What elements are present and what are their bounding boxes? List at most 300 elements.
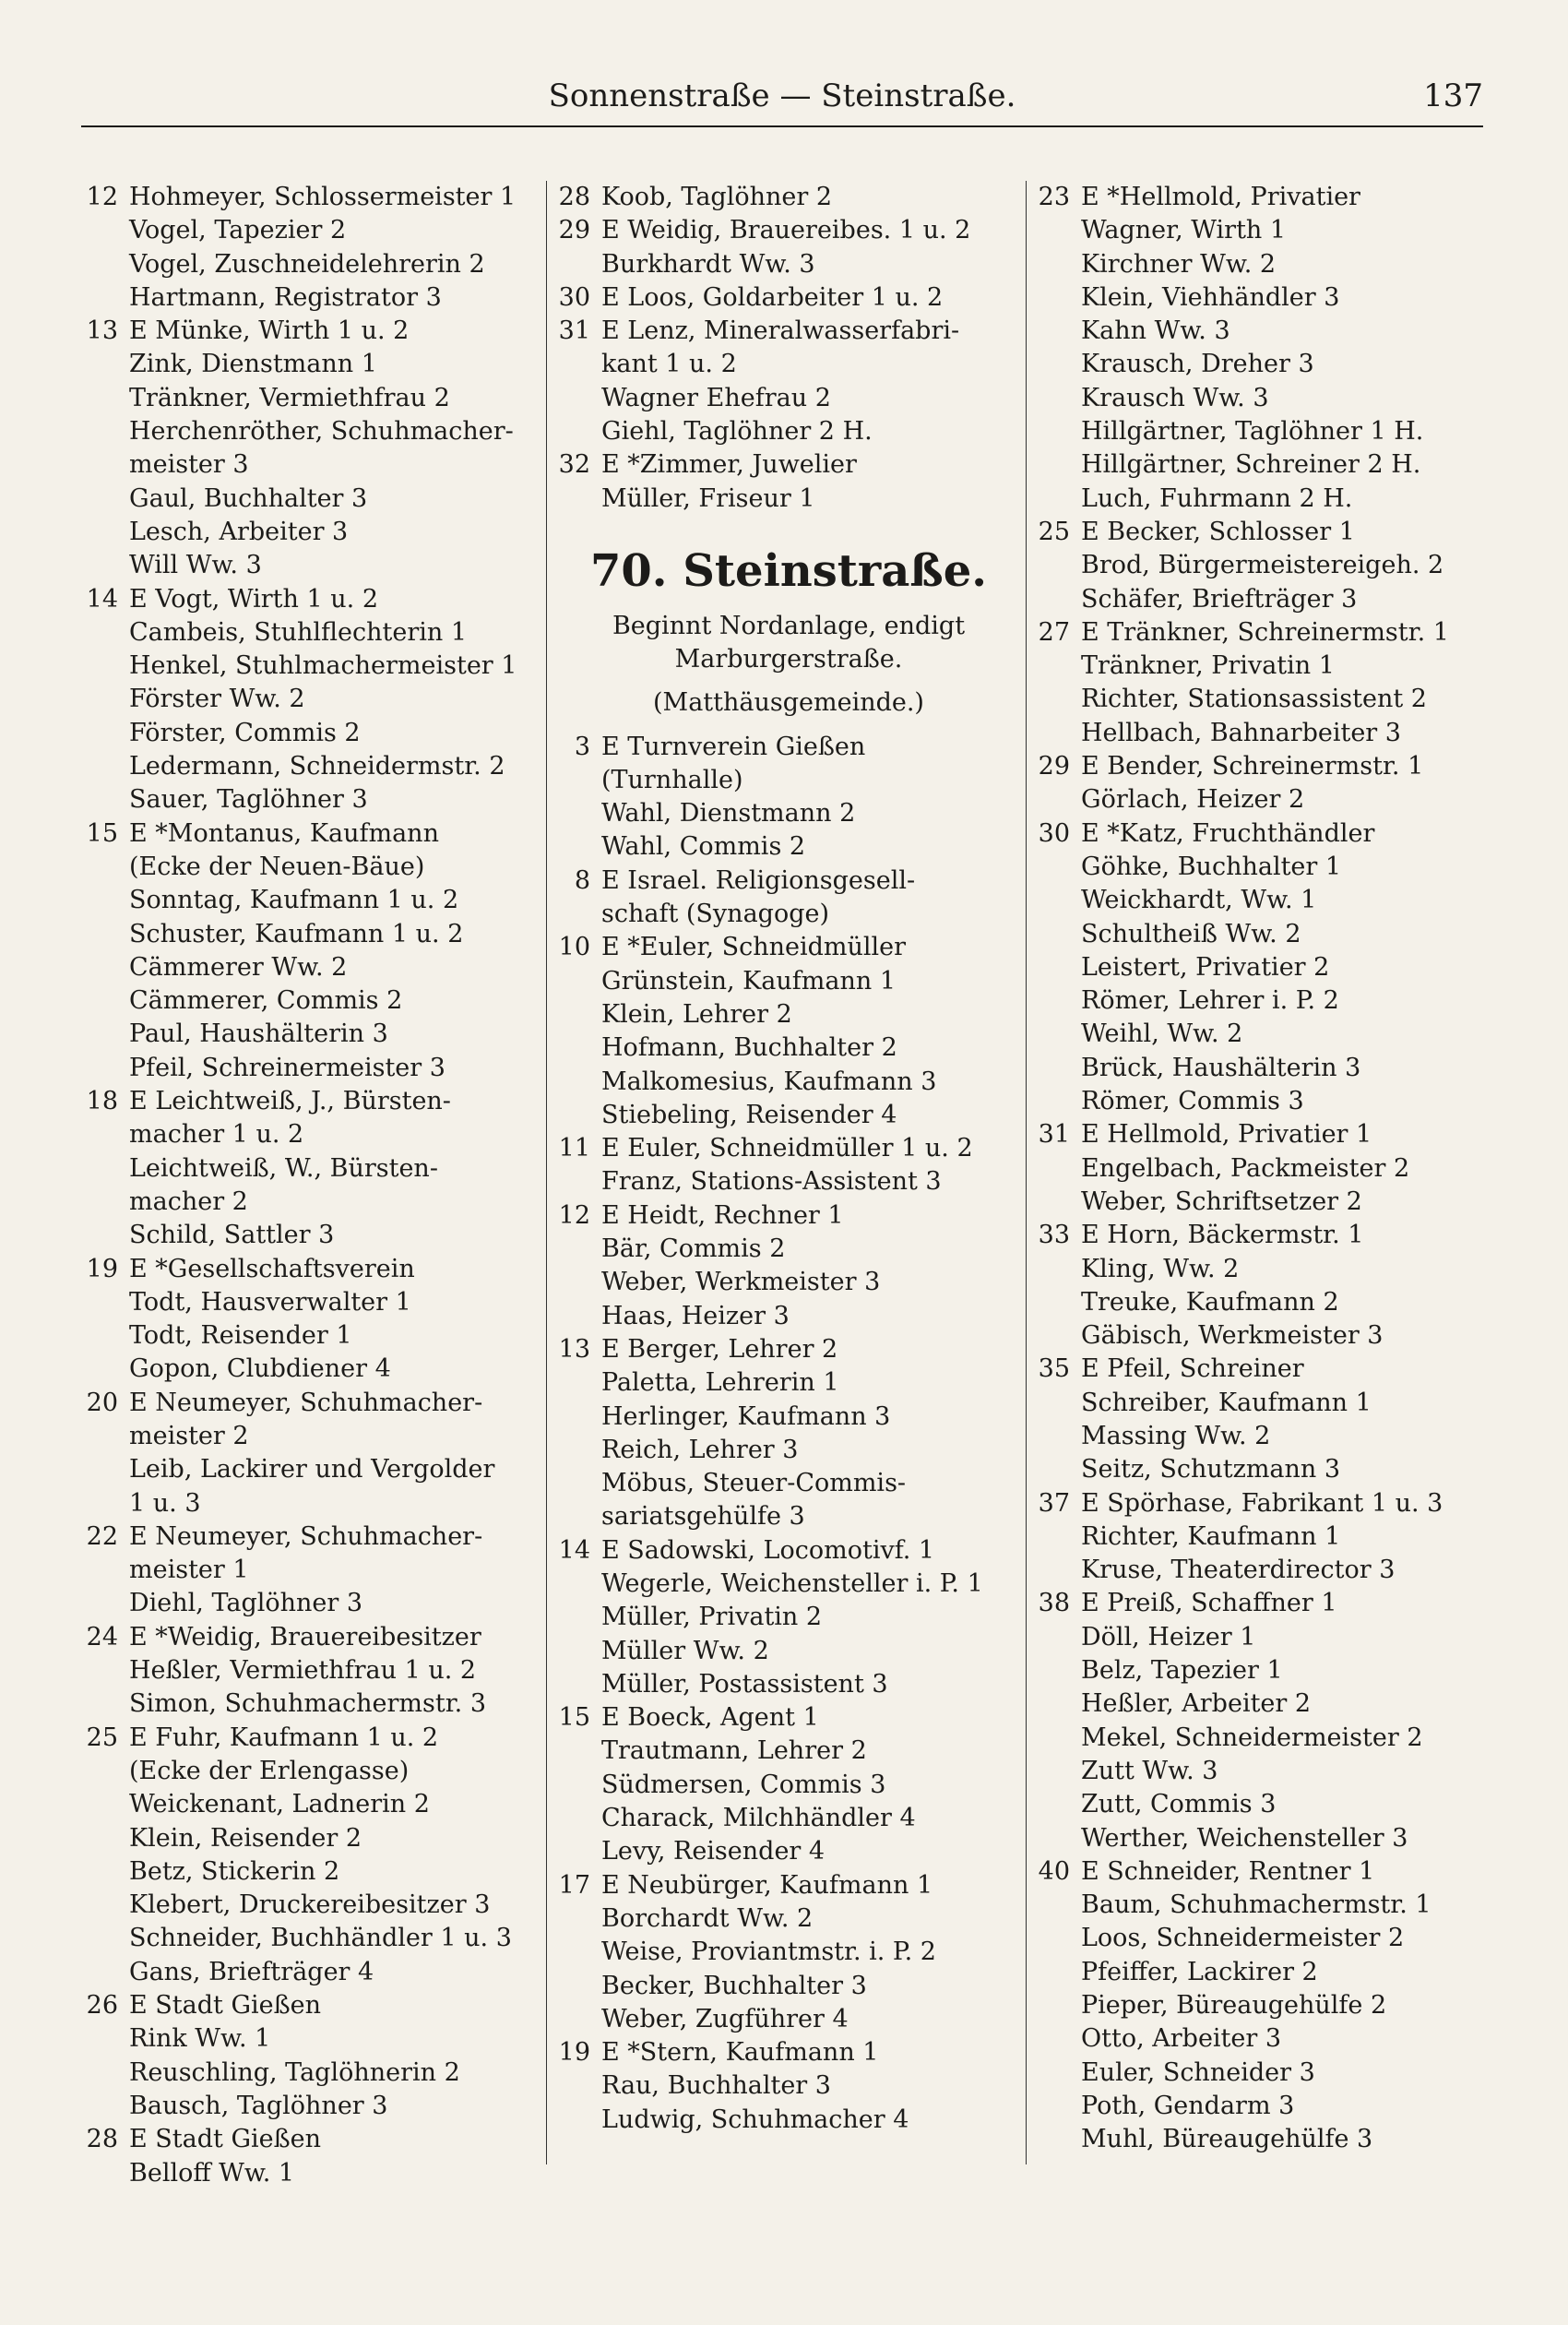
- entry-text: Richter, Stationsassistent 2: [1081, 685, 1427, 714]
- directory-entry: [81, 1755, 542, 1788]
- entry-text: Krausch Ww. 3: [1081, 383, 1269, 412]
- directory-entry: [81, 1989, 542, 2022]
- entry-text: Zutt Ww. 3: [1081, 1756, 1218, 1785]
- entry-text: Paletta, Lehrerin 1: [601, 1368, 839, 1398]
- directory-entry: [81, 1253, 542, 1286]
- directory-entry: [553, 1199, 1024, 1233]
- entry-text: Leib, Lackirer und Vergolder: [129, 1455, 495, 1484]
- entry-text: (Turnhalle): [601, 765, 743, 794]
- house-number: 28: [558, 183, 590, 211]
- directory-entry: [1033, 1621, 1494, 1654]
- directory-entry: [553, 281, 1024, 315]
- house-number: 37: [1038, 1488, 1070, 1518]
- entry-text: E *Stern, Kaufmann 1: [601, 2038, 879, 2068]
- house-number: 38: [1038, 1589, 1070, 1618]
- entry-text: Hohmeyer, Schlossermeister 1: [129, 183, 517, 211]
- entry-text: Kirchner Ww. 2: [1081, 249, 1277, 279]
- directory-entry: [553, 1701, 1024, 1735]
- directory-entry: [1033, 783, 1494, 817]
- directory-entry: [553, 1233, 1024, 1266]
- entry-text: Gaul, Buchhalter 3: [129, 483, 368, 513]
- entry-text: E Schneider, Rentner 1: [1081, 1856, 1375, 1886]
- entry-text: Cambeis, Stuhlflechterin 1: [129, 617, 468, 647]
- entry-text: Diehl, Taglöhner 3: [129, 1589, 363, 1618]
- entry-text: E Loos, Goldarbeiter 1 u. 2: [601, 282, 944, 312]
- directory-entry: [553, 415, 1024, 448]
- directory-entry: [81, 1788, 542, 1821]
- directory-entry: [1033, 717, 1494, 750]
- entry-text: Römer, Lehrer i. P. 2: [1081, 986, 1339, 1016]
- entry-text: Todt, Hausverwalter 1: [129, 1287, 411, 1317]
- entry-text: E *Euler, Schneidmüller: [601, 933, 907, 962]
- house-number: 20: [86, 1388, 118, 1417]
- directory-entry: [553, 2104, 1024, 2137]
- directory-entry: [81, 415, 542, 448]
- directory-entry: [81, 1018, 542, 1051]
- entry-text: Görlach, Heizer 2: [1081, 785, 1305, 815]
- directory-entry: [81, 951, 542, 984]
- entry-text: Hofmann, Buchhalter 2: [601, 1033, 897, 1063]
- directory-entry: [81, 1353, 542, 1386]
- entry-text: Schuster, Kaufmann 1 u. 2: [129, 919, 464, 948]
- entry-text: Tränkner, Vermiethfrau 2: [129, 383, 450, 412]
- entry-text: E Weidig, Brauereibes. 1 u. 2: [601, 216, 971, 245]
- directory-entry: [553, 965, 1024, 998]
- entry-text: Simon, Schuhmachermstr. 3: [129, 1689, 487, 1719]
- directory-entry: [1033, 2090, 1494, 2123]
- house-number: 23: [1038, 183, 1070, 211]
- house-number: 15: [86, 818, 118, 848]
- entry-text: Richter, Kaufmann 1: [1081, 1521, 1341, 1551]
- directory-entry: [1033, 1319, 1494, 1353]
- entry-text: E Lenz, Mineralwasserfabri-: [601, 316, 960, 346]
- entry-text: E Berger, Lehrer 2: [601, 1334, 838, 1364]
- directory-entry: [1033, 415, 1494, 448]
- entry-text: Herlinger, Kaufmann 3: [601, 1401, 891, 1431]
- directory-entry: [81, 281, 542, 315]
- entry-text: E *Gesellschaftsverein: [129, 1254, 415, 1283]
- entry-text: Engelbach, Packmeister 2: [1081, 1153, 1410, 1183]
- entry-text: Weise, Proviantmstr. i. P. 2: [601, 1938, 936, 1967]
- entry-text: Schneider, Buchhändler 1 u. 3: [129, 1924, 512, 1953]
- entry-text: Reich, Lehrer 3: [601, 1435, 799, 1464]
- entry-text: Seitz, Schutzmann 3: [1081, 1455, 1341, 1484]
- entry-text: sariatsgehülfe 3: [601, 1502, 805, 1532]
- entry-text: Baum, Schuhmachermstr. 1: [1081, 1890, 1431, 1920]
- directory-entry: [1033, 281, 1494, 315]
- house-number: 10: [558, 933, 590, 962]
- entry-text: E Tränkner, Schreinermstr. 1: [1081, 617, 1449, 647]
- entry-text: Zink, Dienstmann 1: [129, 350, 377, 379]
- house-number: 26: [86, 1991, 118, 2021]
- directory-entry: [81, 1319, 542, 1353]
- directory-entry: [553, 1165, 1024, 1198]
- directory-entry: [553, 448, 1024, 482]
- house-number: 18: [86, 1087, 118, 1116]
- directory-entry: [553, 1635, 1024, 1668]
- entry-text: Wegerle, Weichensteller i. P. 1: [601, 1568, 983, 1598]
- directory-entry: [81, 2022, 542, 2056]
- entry-text: Pieper, Büreaugehülfe 2: [1081, 1991, 1387, 2021]
- house-number: 30: [1038, 818, 1070, 848]
- house-number: 40: [1038, 1856, 1070, 1886]
- directory-entry: [81, 1956, 542, 1989]
- directory-entry: [81, 1420, 542, 1453]
- entry-text: Sauer, Taglöhner 3: [129, 785, 368, 815]
- entry-text: Schultheiß Ww. 2: [1081, 919, 1301, 948]
- house-number: 14: [558, 1535, 590, 1565]
- entry-text: E *Katz, Fruchthändler: [1081, 818, 1375, 848]
- directory-entry: [81, 1052, 542, 1085]
- entry-text: E Stadt Gießen: [129, 1991, 322, 2021]
- directory-entry: [1033, 315, 1494, 348]
- entry-text: Weber, Werkmeister 3: [601, 1268, 881, 1297]
- directory-entry: [81, 348, 542, 381]
- directory-entry: [1033, 616, 1494, 650]
- entry-text: Gopon, Clubdiener 4: [129, 1354, 391, 1384]
- entry-text: Borchardt Ww. 2: [601, 1903, 814, 1933]
- entry-text: E Becker, Schlosser 1: [1081, 517, 1355, 546]
- directory-entry: [1033, 1085, 1494, 1118]
- directory-entry: [1033, 1788, 1494, 1821]
- entry-text: Lesch, Arbeiter 3: [129, 517, 349, 546]
- entry-text: Reuschling, Taglöhnerin 2: [129, 2057, 460, 2087]
- entry-text: Müller Ww. 2: [601, 1636, 769, 1665]
- directory-entry: [81, 1621, 542, 1654]
- entry-text: Muhl, Büreaugehülfe 3: [1081, 2125, 1373, 2154]
- directory-entry: [1033, 918, 1494, 951]
- entry-text: Müller, Postassistent 3: [601, 1669, 888, 1699]
- directory-entry: [81, 1822, 542, 1855]
- directory-entry: [553, 1266, 1024, 1299]
- directory-entry: [1033, 1822, 1494, 1855]
- directory-entry: [1033, 1487, 1494, 1520]
- entry-text: E Münke, Wirth 1 u. 2: [129, 316, 410, 346]
- directory-entry: [553, 2003, 1024, 2036]
- entry-text: E Horn, Bäckermstr. 1: [1081, 1221, 1364, 1250]
- entry-text: E Neumeyer, Schuhmacher-: [129, 1388, 483, 1417]
- directory-entry: [1033, 214, 1494, 247]
- directory-entry: [1033, 448, 1494, 482]
- entry-text: Kahn Ww. 3: [1081, 316, 1230, 346]
- directory-entry: [1033, 1722, 1494, 1755]
- entry-text: Grünstein, Kaufmann 1: [601, 966, 897, 996]
- directory-entry: [553, 1936, 1024, 1969]
- directory-entry: [553, 1568, 1024, 1601]
- house-number: 29: [558, 216, 590, 245]
- entry-text: Tränkner, Privatin 1: [1081, 651, 1335, 681]
- directory-entry: [1033, 650, 1494, 683]
- directory-entry: [81, 616, 542, 650]
- entry-text: Franz, Stations-Assistent 3: [601, 1167, 942, 1197]
- entry-text: Paul, Haushälterin 3: [129, 1019, 388, 1049]
- entry-text: Sonntag, Kaufmann 1 u. 2: [129, 886, 459, 915]
- directory-entry: [553, 830, 1024, 864]
- entry-text: Kruse, Theaterdirector 3: [1081, 1556, 1396, 1585]
- house-number: 15: [558, 1703, 590, 1733]
- house-number: 14: [86, 584, 118, 614]
- entry-text: Massing Ww. 2: [1081, 1421, 1271, 1450]
- directory-entry: [1033, 1889, 1494, 1922]
- header-rule: [81, 125, 1483, 127]
- directory-entry: [81, 918, 542, 951]
- directory-entry: [1033, 951, 1494, 984]
- entry-text: meister 2: [129, 1421, 249, 1450]
- house-number: 12: [558, 1200, 590, 1230]
- directory-entry: [553, 1802, 1024, 1835]
- entry-text: Hellbach, Bahnarbeiter 3: [1081, 718, 1401, 747]
- directory-entry: [553, 2036, 1024, 2069]
- entry-text: Mekel, Schneidermeister 2: [1081, 1723, 1423, 1752]
- directory-entry: [1033, 1052, 1494, 1085]
- entry-text: Levy, Reisender 4: [601, 1837, 826, 1866]
- directory-entry: [1033, 1219, 1494, 1252]
- directory-entry: [553, 1366, 1024, 1400]
- entry-text: Gäbisch, Werkmeister 3: [1081, 1321, 1384, 1351]
- directory-entry: [1033, 1253, 1494, 1286]
- directory-entry: [1033, 2057, 1494, 2090]
- entry-text: Ludwig, Schuhmacher 4: [601, 2104, 909, 2134]
- directory-entry: [553, 1066, 1024, 1099]
- directory-entry: [81, 382, 542, 415]
- directory-entry: [1033, 1420, 1494, 1453]
- entry-text: Vogel, Tapezier 2: [129, 216, 347, 245]
- entry-text: Herchenröther, Schuhmacher-: [129, 417, 514, 447]
- entry-text: Wahl, Dienstmann 2: [601, 799, 856, 829]
- directory-entry: [81, 315, 542, 348]
- directory-entry: [553, 731, 1024, 764]
- entry-text: kant 1 u. 2: [601, 350, 737, 379]
- entry-text: Loos, Schneidermeister 2: [1081, 1924, 1405, 1953]
- column-1: [81, 181, 542, 2190]
- entry-text: Möbus, Steuer-Commis-: [601, 1469, 907, 1498]
- house-number: 17: [558, 1870, 590, 1900]
- entry-text: meister 3: [129, 450, 249, 480]
- section-subtitle: Beginnt Nordanlage, endigt: [612, 611, 966, 640]
- entry-text: meister 1: [129, 1556, 249, 1585]
- directory-entry: [81, 1453, 542, 1486]
- column-3: [1033, 181, 1494, 2157]
- entry-text: Wagner, Wirth 1: [1081, 216, 1287, 245]
- entry-text: Schild, Sattler 3: [129, 1221, 335, 1250]
- directory-entry: [553, 382, 1024, 415]
- directory-entry: [553, 1970, 1024, 2003]
- entry-text: E *Montanus, Kaufmann: [129, 818, 439, 848]
- entry-text: Pfeiffer, Lackirer 2: [1081, 1957, 1318, 1986]
- entry-text: Belloff Ww. 1: [129, 2158, 295, 2188]
- entry-text: Haas, Heizer 3: [601, 1301, 790, 1330]
- directory-entry: [1033, 181, 1494, 214]
- directory-entry: [81, 984, 542, 1018]
- entry-text: 1 u. 3: [129, 1488, 201, 1518]
- house-number: 19: [86, 1254, 118, 1283]
- directory-entry: [553, 315, 1024, 348]
- house-number: 31: [1038, 1120, 1070, 1150]
- entry-text: Becker, Buchhalter 3: [601, 1971, 867, 2000]
- entry-text: Heßler, Vermiethfrau 1 u. 2: [129, 1656, 477, 1686]
- entry-text: E Heidt, Rechner 1: [601, 1200, 844, 1230]
- directory-entry: [81, 583, 542, 616]
- directory-entry: [553, 764, 1024, 797]
- section-title: 70. Steinstraße.: [589, 544, 988, 597]
- column-divider: [1026, 181, 1027, 2164]
- entry-text: Werther, Weichensteller 3: [1081, 1823, 1408, 1853]
- directory-entry: [81, 884, 542, 917]
- entry-text: Wahl, Commis 2: [601, 832, 806, 862]
- directory-entry: [553, 1467, 1024, 1500]
- directory-entry: [1033, 1152, 1494, 1186]
- directory-entry: [1033, 516, 1494, 549]
- directory-entry: [81, 181, 542, 214]
- entry-text: Otto, Arbeiter 3: [1081, 2024, 1282, 2054]
- directory-entry: [1033, 884, 1494, 917]
- directory-entry: [81, 1286, 542, 1319]
- directory-entry: [81, 817, 542, 851]
- entry-text: Todt, Reisender 1: [129, 1321, 352, 1351]
- running-title: Sonnenstraße — Steinstraße.: [548, 78, 1016, 114]
- directory-entry: [553, 1031, 1024, 1065]
- directory-entry: [1033, 1687, 1494, 1721]
- directory-entry: [553, 1333, 1024, 1366]
- directory-entry: [81, 1855, 542, 1889]
- entry-text: Betz, Stickerin 2: [129, 1856, 340, 1886]
- entry-text: E Hellmold, Privatier 1: [1081, 1120, 1372, 1150]
- entry-text: E Stadt Gießen: [129, 2125, 322, 2154]
- entry-text: (Ecke der Neuen-Bäue): [129, 852, 425, 881]
- directory-entry: [81, 851, 542, 884]
- house-number: 24: [86, 1622, 118, 1651]
- directory-entry: [1033, 1654, 1494, 1687]
- entry-text: schaft (Synagoge): [601, 900, 829, 929]
- entry-text: Burkhardt Ww. 3: [601, 249, 815, 279]
- directory-entry: [81, 1219, 542, 1252]
- house-number: 22: [86, 1521, 118, 1551]
- directory-entry: [553, 1601, 1024, 1634]
- entry-text: Ledermann, Schneidermstr. 2: [129, 752, 505, 781]
- entry-text: Giehl, Taglöhner 2 H.: [601, 417, 873, 447]
- entry-text: E Pfeil, Schreiner: [1081, 1354, 1304, 1384]
- entry-text: Förster, Commis 2: [129, 718, 361, 747]
- entry-text: E Sadowski, Locomotivf. 1: [601, 1535, 935, 1565]
- entry-text: Weber, Zugführer 4: [601, 2004, 849, 2033]
- directory-entry: [81, 1152, 542, 1186]
- directory-entry: [81, 1687, 542, 1721]
- entry-text: Cämmerer Ww. 2: [129, 952, 348, 982]
- entry-text: Heßler, Arbeiter 2: [1081, 1689, 1312, 1719]
- directory-entry: [1033, 2123, 1494, 2156]
- directory-entry: [553, 864, 1024, 898]
- house-number: 11: [558, 1134, 590, 1163]
- house-number: 32: [558, 450, 590, 480]
- directory-entry: [1033, 348, 1494, 381]
- entry-text: Treuke, Kaufmann 2: [1081, 1287, 1339, 1317]
- entry-text: E *Weidig, Brauereibesitzer: [129, 1622, 481, 1651]
- directory-entry: [553, 348, 1024, 381]
- directory-entry: [81, 717, 542, 750]
- entry-text: Zutt, Commis 3: [1081, 1790, 1277, 1819]
- house-number: 25: [1038, 517, 1070, 546]
- entry-text: Rau, Buchhalter 3: [601, 2071, 831, 2101]
- directory-entry: [553, 483, 1024, 516]
- entry-text: (Ecke der Erlengasse): [129, 1756, 410, 1785]
- entry-text: Müller, Privatin 2: [601, 1603, 823, 1632]
- directory-entry: [553, 1902, 1024, 1936]
- directory-entry: [1033, 583, 1494, 616]
- directory-entry: [81, 2090, 542, 2123]
- entry-text: Brod, Bürgermeistereigeh. 2: [1081, 551, 1444, 580]
- entry-text: Koob, Taglöhner 2: [601, 183, 833, 211]
- entry-text: Charack, Milchhändler 4: [601, 1804, 916, 1833]
- entry-text: Göhke, Buchhalter 1: [1081, 852, 1342, 881]
- directory-entry: [553, 1735, 1024, 1768]
- entry-text: E Euler, Schneidmüller 1 u. 2: [601, 1134, 973, 1163]
- entry-text: Brück, Haushälterin 3: [1081, 1053, 1361, 1082]
- entry-text: E Fuhr, Kaufmann 1 u. 2: [129, 1723, 439, 1752]
- directory-entry: [1033, 1922, 1494, 1955]
- page-number: 137: [1423, 78, 1483, 114]
- entry-text: Klein, Lehrer 2: [601, 999, 792, 1029]
- directory-entry: [553, 1434, 1024, 1467]
- entry-text: E Leichtweiß, J., Bürsten-: [129, 1087, 451, 1116]
- directory-entry: [1033, 1520, 1494, 1554]
- directory-entry: [81, 1118, 542, 1151]
- column-divider: [546, 181, 547, 2164]
- house-number: 19: [558, 2038, 590, 2068]
- directory-entry: [553, 214, 1024, 247]
- house-number: 28: [86, 2125, 118, 2154]
- house-number: 31: [558, 316, 590, 346]
- entry-text: Kling, Ww. 2: [1081, 1254, 1240, 1283]
- directory-entry: [81, 248, 542, 281]
- directory-entry: [1033, 1387, 1494, 1420]
- house-number: 25: [86, 1723, 118, 1752]
- entry-text: Krausch, Dreher 3: [1081, 350, 1314, 379]
- entry-text: Vogel, Zuschneidelehrerin 2: [129, 249, 485, 279]
- entry-text: Hartmann, Registrator 3: [129, 282, 442, 312]
- entry-text: Weber, Schriftsetzer 2: [1081, 1186, 1362, 1216]
- directory-entry: [553, 898, 1024, 931]
- directory-entry: [1033, 1587, 1494, 1620]
- section-subtitle: Marburgerstraße.: [674, 645, 903, 674]
- entry-text: E *Hellmold, Privatier: [1081, 183, 1360, 211]
- directory-entry: [1033, 1018, 1494, 1051]
- directory-entry: [81, 1654, 542, 1687]
- house-number: 8: [574, 865, 590, 895]
- house-number: 35: [1038, 1354, 1070, 1384]
- directory-entry: [81, 448, 542, 482]
- column-2-upper: [553, 181, 1024, 516]
- directory-entry: [81, 1889, 542, 1922]
- entry-text: Schäfer, Briefträger 3: [1081, 584, 1358, 614]
- house-number: 3: [574, 732, 590, 761]
- entry-text: Klebert, Druckereibesitzer 3: [129, 1890, 491, 1920]
- directory-entry: [553, 1300, 1024, 1333]
- directory-entry: [1033, 817, 1494, 851]
- entry-text: Klein, Reisender 2: [129, 1823, 362, 1853]
- directory-entry: [553, 797, 1024, 830]
- entry-text: Luch, Fuhrmann 2 H.: [1081, 483, 1353, 513]
- directory-entry: [81, 1554, 542, 1587]
- directory-entry: [1033, 1286, 1494, 1319]
- directory-entry: [553, 1401, 1024, 1434]
- entry-text: Belz, Tapezier 1: [1081, 1656, 1283, 1686]
- directory-entry: [81, 1186, 542, 1219]
- entry-text: Förster Ww. 2: [129, 685, 305, 714]
- column-2: [553, 181, 1024, 2137]
- directory-entry: [553, 931, 1024, 964]
- entry-text: Wagner Ehefrau 2: [601, 383, 831, 412]
- entry-text: E *Zimmer, Juwelier: [601, 450, 857, 480]
